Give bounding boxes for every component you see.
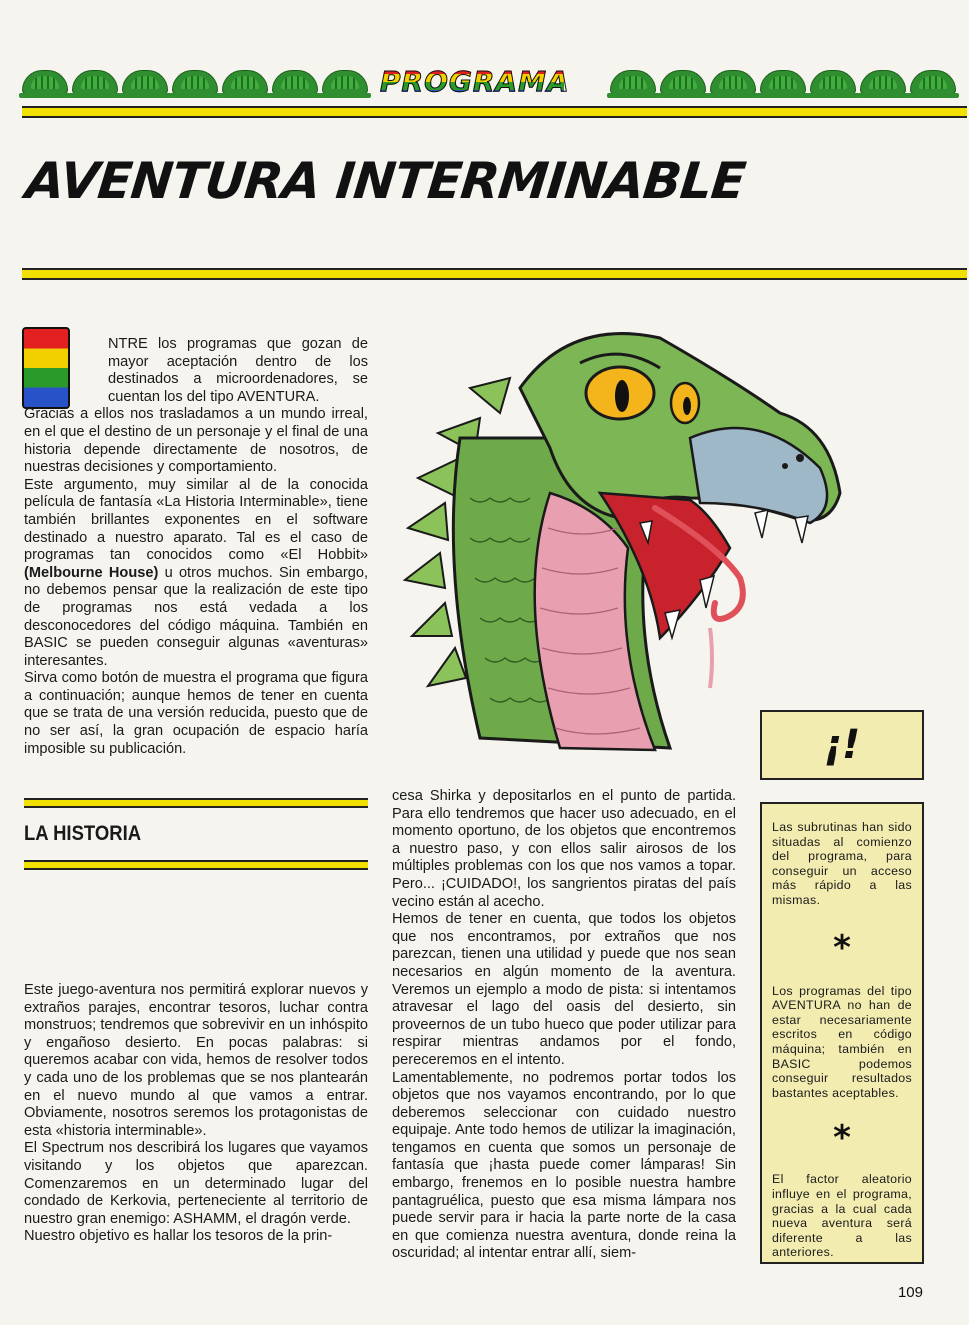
turtle-icon <box>660 70 706 94</box>
intro-column <box>24 336 368 758</box>
turtle-icon <box>860 70 906 94</box>
turtle-icon <box>910 70 956 94</box>
turtle-icon <box>272 70 318 94</box>
asterisk-icon: * <box>833 1118 851 1159</box>
middle-paragraph-2: Hemos de tener en cuenta, que todos los objetos que nos encontramos, por extraños que nos parezcan, tienen una utilidad y puede que nos sean necesarios en algún momento de la aventura. Veremos un ejemplo a modo de pista: si intentamos atravesar el lago del oasis del desierto, sin proveernos de un tubo hueco que poder utilizar para respirar mientras andamos por el fondo, pereceremos en el intento. <box>392 911 736 1068</box>
turtle-icon <box>322 70 368 94</box>
sidebar-note-2: Los programas del tipo AVENTURA no han de estar necesariamente escritos en código máquina; también en BASIC podemos conseguir resultados bastantes aceptables. <box>772 983 912 1100</box>
title-rule <box>22 268 967 280</box>
section-rule-bottom <box>24 860 368 870</box>
turtle-icon <box>610 70 656 94</box>
intro-paragraph-1: Gracias a ellos nos trasladamos a un mundo irreal, en el que el destino de un personaje y el final de una historia depende directamente de nosotros, de nuestras decisiones y comportamiento. <box>24 406 368 476</box>
left-paragraph-2: El Spectrum nos describirá los lugares que vayamos visitando y los objetos que aparezcan. Comenzaremos en un determinado lugar del condado de Kerkovia, perteneciente al territorio de nuestro gran enemigo: ASHAMM, el dragón verde. <box>24 1140 368 1227</box>
intro-paragraph-2: Este argumento, muy similar al de la conocida película de fantasía «La Historia Interminable», tiene también brillantes exponentes en el software destinado a nuestro aparato. Tal es el caso de programas tan conocidos como «El Hobbit» (Melbourne House) u otros muchos. Sin embargo, no debemos pensar que la realización de este tipo de programas nos está vedada a los desconocedores del código máquina. También en BASIC se pueden conseguir algunas «aventuras» interesantes. <box>24 476 369 669</box>
turtle-icon <box>760 70 806 94</box>
middle-column-text <box>392 788 736 1263</box>
intro-first-line: NTRE los programas que gozan de mayor aceptación dentro de los destinados a microordenadores, se cuentan los del tipo AVENTURA. <box>108 336 368 405</box>
sidebar-notes <box>760 802 924 1264</box>
left-column-text <box>24 982 368 1246</box>
dragon-illustration <box>400 318 845 758</box>
turtle-icon <box>72 70 118 94</box>
section-label: PROGRAMA <box>380 65 570 98</box>
page-number: 109 <box>897 1284 923 1301</box>
intro-paragraph-3: Sirva como botón de muestra el programa que figura a continuación; aunque hemos de tener en cuenta que se trata de una versión reducida, puesto que de no ser así, la gran ocupación de espacio haría imposible su publicación. <box>24 670 368 757</box>
turtle-border-left <box>22 70 368 94</box>
turtle-icon <box>710 70 756 94</box>
turtle-icon <box>222 70 268 94</box>
turtle-border-right <box>610 70 956 94</box>
left-paragraph-1: Este juego-aventura nos permitirá explorar nuevos y extraños parajes, encontrar tesoros, luchar contra monstruos; tendremos que sobrevivir en un inhóspito y engañoso desierto. En pocas palabras: si queremos acabar con vida, hemos de resolver todos y cada uno de los problemas que se nos plantearán en el nuevo mundo al que vamos a entrar. Obviamente, nosotros seremos los protagonistas de esta «historia interminable». <box>24 982 368 1139</box>
middle-paragraph-3: Lamentablemente, no podremos portar todos los objetos que nos vayamos encontrando, por lo que deberemos seleccionar con cuidado nuestro equipaje. Ante todo hemos de utilizar la imaginación, tengamos en cuenta que somos un personaje de fantasía que ¡hasta puede comer lámparas! Sin embargo, frenemos en lo posible nuestra hambre pantagruélica, puesto que esa misma lámpara nos puede servir para ir hacia la parte norte de la casa en que comienza nuestra aventura, donde reina la oscuridad; al intentar entrar allí, siem- <box>392 1069 736 1262</box>
asterisk-icon: * <box>833 927 851 968</box>
left-paragraph-3: Nuestro objetivo es hallar los tesoros de la prin- <box>24 1228 333 1245</box>
turtle-icon <box>172 70 218 94</box>
turtle-icon <box>810 70 856 94</box>
page-title: AVENTURA INTERMINABLE <box>22 152 748 210</box>
header-rule <box>22 106 967 118</box>
turtle-icon <box>122 70 168 94</box>
exclamation-box: ¡! <box>760 710 924 780</box>
sidebar-note-3: El factor aleatorio influye en el programa, gracias a la cual cada nueva aventura será diferente a las anteriores. <box>772 1172 912 1260</box>
middle-paragraph-1: cesa Shirka y depositarlos en el punto de partida. Para ello tendremos que hacer uso adecuado, en el momento oportuno, de los objetos que encontremos a nuestro paso, y con ellos salir airosos de los múltiples problemas con los que nos vamos a topar. Pero... ¡CUIDADO!, los sangrientos piratas del país vecino están al acecho. <box>392 788 736 910</box>
turtle-icon <box>22 70 68 94</box>
section-rule-top <box>24 798 368 808</box>
sidebar-note-1: Las subrutinas han sido situadas al comienzo del programa, para conseguir un acceso más rápido a las mismas. <box>772 820 912 907</box>
section-heading: LA HISTORIA <box>24 822 142 845</box>
